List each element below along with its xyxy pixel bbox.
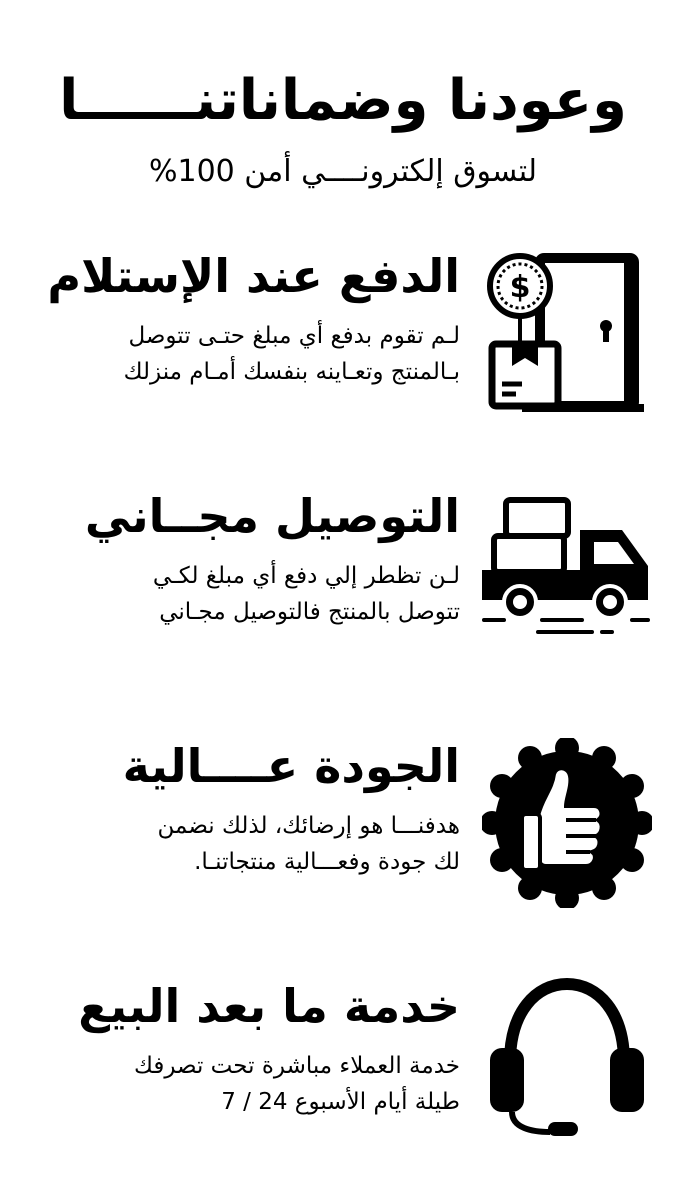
feature-text: [40, 740, 460, 880]
thumbs-up-badge-icon: [482, 738, 652, 908]
page-title: وعودنا وضماناتنــــــا: [59, 68, 627, 133]
feature-desc-line: لك جودة وفعـــالية منتجاتنـا.: [194, 848, 460, 875]
feature-description: [40, 1049, 460, 1120]
feature-desc-line: تتوصل بالمنتج فالتوصيل مجـاني: [159, 598, 460, 625]
cash-on-delivery-icon: [482, 250, 652, 420]
feature-desc-line: لـن تظطر إلي دفع أي مبلغ لكـي: [152, 562, 460, 589]
feature-desc-line: لـم تقوم بدفع أي مبلغ حتـى تتوصل: [128, 322, 460, 349]
header: [0, 70, 686, 190]
thumbs-up-badge-icon-graphic: [482, 738, 652, 908]
feature-description: [40, 559, 460, 630]
feature-text: [40, 250, 460, 390]
cash-on-delivery-icon-graphic: [482, 250, 652, 420]
feature-desc-line: طيلة أيام الأسبوع 24 / 7: [221, 1088, 460, 1115]
feature-text: [40, 490, 460, 630]
feature-desc-line: هدفنـــا هو إرضائك، لذلك نضمن: [157, 812, 460, 839]
headset-icon: [482, 966, 652, 1136]
feature-title: الدفع عند الإستلام: [47, 249, 460, 303]
delivery-truck-icon: [482, 490, 652, 660]
svg-text:$: $: [509, 270, 531, 305]
headset-icon-graphic: [482, 966, 652, 1136]
page-subtitle: لتسوق إلكترونــــي أمن 100%: [148, 153, 537, 189]
feature-text: [40, 980, 460, 1120]
feature-title: التوصيل مجــاني: [84, 489, 460, 543]
feature-description: [40, 319, 460, 390]
feature-title: الجودة عــــالية: [122, 739, 460, 793]
feature-desc-line: بـالمنتج وتعـاينه بنفسك أمـام منزلك: [123, 358, 460, 385]
delivery-truck-icon-graphic: [482, 490, 652, 660]
feature-title: خدمة ما بعد البيع: [78, 979, 460, 1033]
feature-desc-line: خدمة العملاء مباشرة تحت تصرفك: [133, 1052, 460, 1079]
feature-description: [40, 809, 460, 880]
